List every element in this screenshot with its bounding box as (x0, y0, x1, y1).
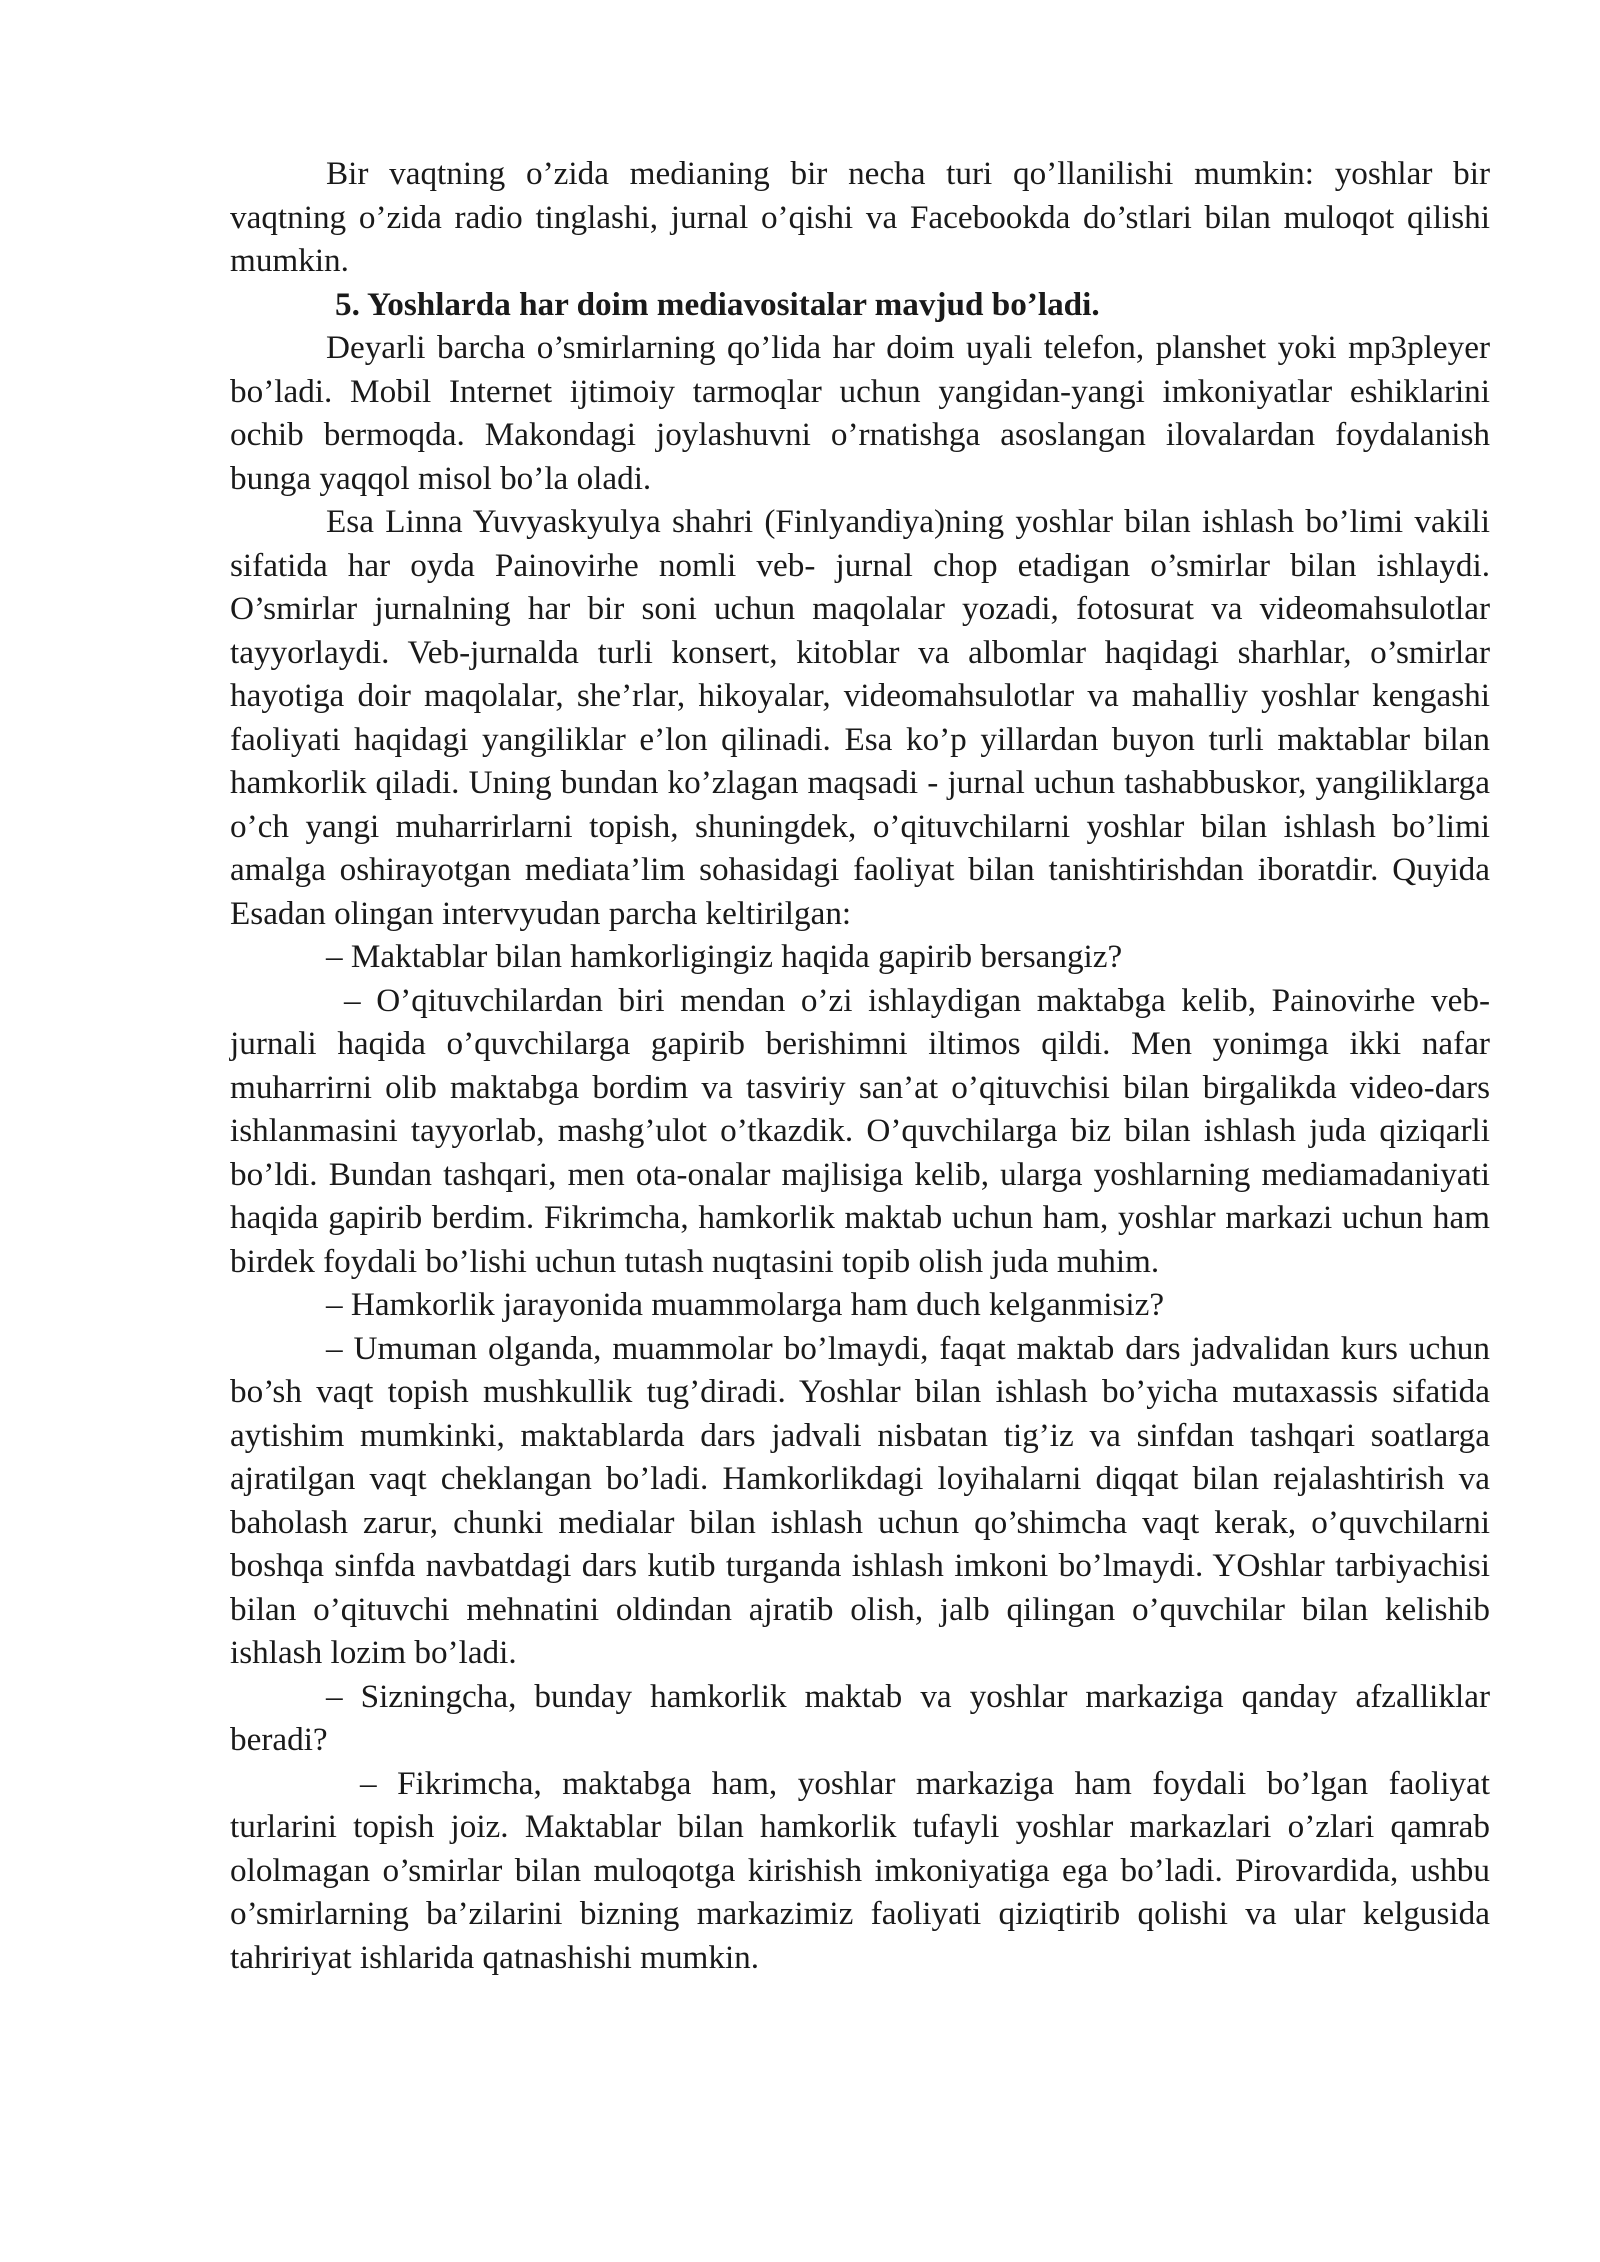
interview-question-1: – Maktablar bilan hamkorligingiz haqida gapirib bersangiz? (326, 938, 1123, 975)
interview-answer-2: – Umuman olganda, muammolar bo’lmaydi, faqat maktab dars jadvalidan kurs uchun bo’sh vaqt topish mushkullik tug’diradi. Yoshlar bilan ishlash bo’yicha mutaxassis sifatida aytishim mumkinki, maktablarda dars jadvali nisbatan tig’iz va sinfdan tashqari soatlarga ajratilgan vaqt cheklangan bo’ladi. Hamkorlikdagi loyihalarni diqqat bilan rejalashtirish va baholash zarur, chunki medialar bilan ishlash uchun qo’shimcha vaqt kerak, o’quvchilarni boshqa sinfda navbatdagi dars kutib turganda ishlash imkoni bo’lmaydi. YOshlar tarbiyachisi bilan o’qituvchi mehnatini oldindan ajratib olish, jalb qilingan o’quvchilar bilan kelishib ishlash lozim bo’ladi. (230, 1329, 1490, 1671)
interview-question-3: – Sizningcha, bunday hamkorlik maktab va yoshlar markaziga qanday afzalliklar beradi? (230, 1677, 1490, 1758)
interview-answer-1: – O’qituvchilardan biri mendan o’zi ishlaydigan maktabga kelib, Painovirhe veb-jurnali haqida o’quvchilarga gapirib berishimni iltimos qildi. Men yonimga ikki nafar muharrirni olib maktabga bordim va tasviriy san’at o’qituvchisi bilan birgalikda video-dars ishlanmasini tayyorlab, mashg’ulot o’tkazdik. O’quvchilarga biz bilan ishlash juda qiziqarli bo’ldi. Bundan tashqari, men ota-onalar majlisiga kelib, ularga yoshlarning mediamadaniyati haqida gapirib berdim. Fikrimcha, hamkorlik maktab uchun ham, yoshlar markazi uchun ham birdek foydali bo’lishi uchun tutash nuqtasini topib olish juda muhim. (230, 981, 1490, 1280)
paragraph-mobile-devices: Deyarli barcha o’smirlarning qo’lida har doim uyali telefon, planshet yoki mp3pleyer bo’ladi. Mobil Internet ijtimoiy tarmoqlar uchun yangidan-yangi imkoniyatlar eshiklarini ochib bermoqda. Makondagi joylashuvni o’rnatishga asoslangan ilovalardan foydalanish bunga yaqqol misol bo’la oladi. (230, 329, 1490, 497)
interview-answer-3: – Fikrimcha, maktabga ham, yoshlar markaziga ham foydali bo’lgan faoliyat turlarini topish joiz. Maktablar bilan hamkorlik tufayli yoshlar markazlari o’zlari qamrab ololmagan o’smirlar bilan muloqotga kirishish imkoniyatiga ega bo’ladi. Pirovardida, ushbu o’smirlarning ba’zilarini bizning markazimiz faoliyati qiziqtirib qolishi va ular kelgusida tahririyat ishlarida qatnashishi mumkin. (230, 1764, 1490, 1976)
document-page (230, 152, 1490, 1979)
paragraph-media-usage: Bir vaqtning o’zida medianing bir necha turi qo’llanilishi mumkin: yoshlar bir vaqtning o’zida radio tinglashi, jurnal o’qishi va Facebookda do’stlari bilan muloqot qilishi mumkin. (230, 155, 1490, 279)
paragraph-esa-linna: Esa Linna Yuvyaskyulya shahri (Finlyandiya)ning yoshlar bilan ishlash bo’limi vakili sifatida har oyda Painovirhe nomli veb- jurnal chop etadigan o’smirlar bilan ishlaydi. O’smirlar jurnalning har bir soni uchun maqolalar yozadi, fotosurat va videomahsulotlar tayyorlaydi. Veb-jurnalda turli konsert, kitoblar va albomlar haqidagi sharhlar, o’smirlar hayotiga doir maqolalar, she’rlar, hikoyalar, videomahsulotlar va mahalliy yoshlar kengashi faoliyati haqidagi yangiliklar e’lon qilinadi. Esa ko’p yillardan buyon turli maktablar bilan hamkorlik qiladi. Uning bundan ko’zlagan maqsadi - jurnal uchun tashabbuskor, yangiliklarga o’ch yangi muharrirlarni topish, shuningdek, o’qituvchilarni yoshlar bilan ishlash bo’limi amalga oshirayotgan mediata’lim sohasidagi faoliyat bilan tanishtirishdan iboratdir. Quyida Esadan olingan intervyudan parcha keltirilgan: (230, 503, 1490, 932)
section-heading: 5. Yoshlarda har doim mediavositalar mavjud bo’ladi. (335, 285, 1100, 323)
interview-question-2: – Hamkorlik jarayonida muammolarga ham duch kelganmisiz? (326, 1286, 1165, 1323)
